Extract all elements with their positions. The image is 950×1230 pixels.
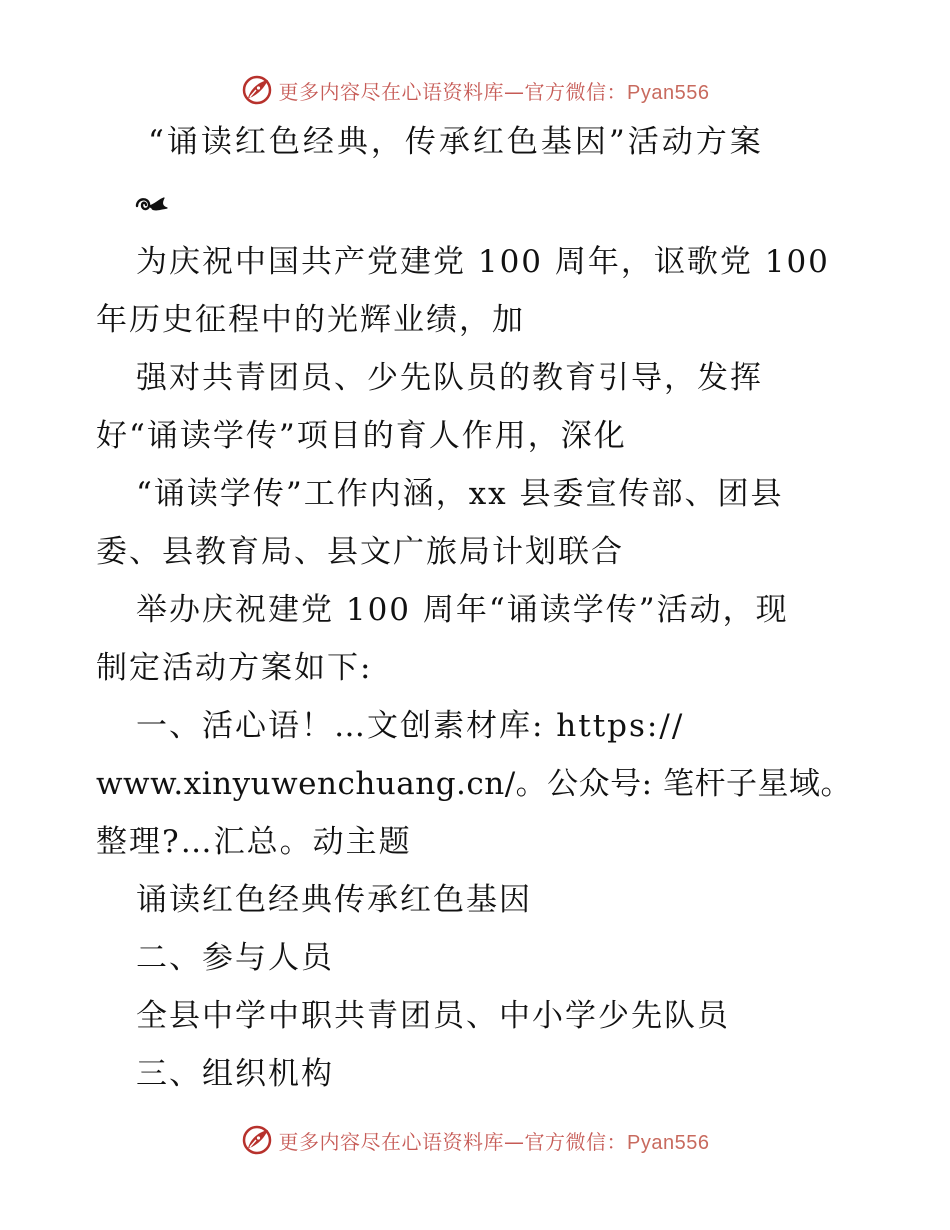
paragraph-line-4: 好“诵读学传”项目的育人作用，深化 [96,418,627,454]
section-heading-2: 二、参与人员 [136,940,334,976]
paragraph-line-url: www.xinyuwenchuang.cn/。公众号: 笔杆子星域。 [96,766,852,802]
paragraph-line-8: 制定活动方案如下: [96,650,373,686]
pen-nib-logo-icon [241,74,273,106]
pen-nib-logo-icon [241,1124,273,1156]
paragraph-line-3: 强对共青团员、少先队员的教育引导，发挥 [136,360,763,396]
theme-text: 诵读红色经典传承红色基因 [136,882,532,918]
watermark-wechat-id: Pyan556 [627,81,710,104]
watermark-group [241,74,710,106]
section-heading-3: 三、组织机构 [136,1056,334,1092]
paragraph-line-11: 整理?…汇总。动主题 [96,824,412,860]
watermark-text [279,1126,710,1155]
paragraph-line-5: “诵读学传”工作内涵，xx 县委宣传部、团县 [136,476,784,512]
header-watermark [0,70,950,110]
participants-text: 全县中学中职共青团员、中小学少先队员 [136,998,730,1034]
watermark-text [279,76,710,105]
watermark-group-footer [241,1124,710,1156]
paragraph-line-6: 委、县教育局、县文广旅局计划联合 [96,534,624,570]
watermark-wechat-id: Pyan556 [627,1131,710,1154]
watermark-text-cn: 更多内容尽在心语资料库—官方微信： [278,1129,628,1154]
footer-watermark [0,1120,950,1160]
document-title: “诵读红色经典，传承红色基因”活动方案 [148,124,764,160]
watermark-text-cn: 更多内容尽在心语资料库—官方微信： [278,79,628,104]
section-heading-1: 一、活心语！…文创素材库: https:// [136,708,685,744]
paragraph-line-1: 为庆祝中国共产党建党 100 周年，讴歌党 100 [136,244,830,280]
paragraph-line-2: 年历史征程中的光辉业绩，加 [96,302,525,338]
swirl-ornament-icon [134,192,170,216]
paragraph-line-7: 举办庆祝建党 100 周年“诵读学传”活动，现 [136,592,789,628]
